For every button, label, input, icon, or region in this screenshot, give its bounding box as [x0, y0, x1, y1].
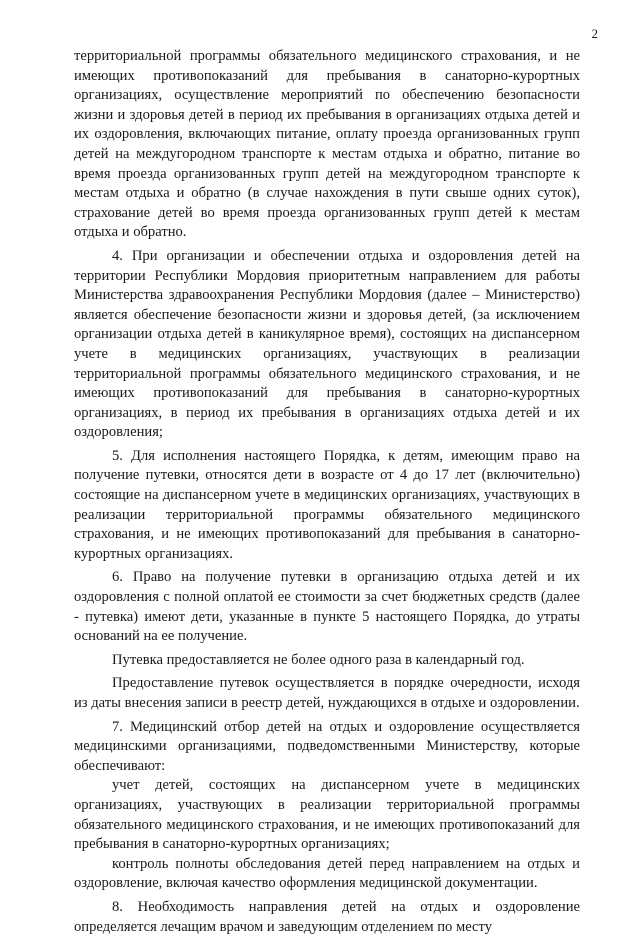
paragraph-item-7: 7. Медицинский отбор детей на отдых и оздоровление осуществляется медицинскими организациями, подведомственными Министерству, которые обеспечивают: [74, 718, 580, 774]
paragraph-voucher-limit: Путевка предоставляется не более одного раза в календарный год. [112, 651, 525, 668]
paragraph-continuation: территориальной программы обязательного медицинского страхования, и не имеющих противопоказаний для пребывания в санаторно-курортных организациях, осуществление мероприятий по обеспечению безопасности жизни и здоровья детей в период их пребывания в организациях отдыха детей и их оздоровления, включающих питание, оплату проезда организованных групп детей на междугородном транспорте к местам отдыха и обратно, питание во время проезда организованных групп детей на междугородном транспорте к местам отдыха и обратно (в случае нахождения в пути свыше одних суток), страхование детей во время проезда организованных групп детей к местам отдыха и обратно. [74, 48, 580, 241]
paragraph-item-4: 4. При организации и обеспечении отдыха и оздоровления детей на территории Республики Мордовия приоритетным направлением для работы Министерства здравоохранения Республики Мордовия (далее – Министерство) является обеспечение безопасности жизни и здоровья детей, (за исключением организации отдыха детей в каникулярное время), состоящих на диспансерном учете в медицинских организациях, участвующих в реализации территориальной программы обязательного медицинского страхования, и не имеющих противопоказаний для пребывания в санаторно-курортных организациях, в период их пребывания в организациях отдыха детей и их оздоровления; [74, 247, 580, 441]
document-body [74, 47, 580, 937]
page-number: 2 [591, 26, 598, 41]
paragraph-item-6: 6. Право на получение путевки в организацию отдыха детей и их оздоровления с полной оплатой ее стоимости за счет бюджетных средств (далее - путевка) имеют дети, указанные в пункте 5 настоящего Порядка, до утраты оснований на ее получение. [74, 569, 580, 645]
paragraph-examination-control: контроль полноты обследования детей перед направлением на отдых и оздоровление, включая качество оформления медицинской документации. [74, 855, 580, 892]
paragraph-voucher-order: Предоставление путевок осуществляется в порядке очередности, исходя из даты внесения записи в реестр детей, нуждающихся в отдыхе и оздоровлении. [74, 675, 580, 711]
paragraph-item-5: 5. Для исполнения настоящего Порядка, к детям, имеющим право на получение путевки, относятся дети в возрасте от 4 до 17 лет (включительно) состоящие на диспансерном учете в медицинских организациях, участвующих в реализации территориальной программы обязательного медицинского страхования, и не имеющих противопоказаний для пребывания в санаторно-курортных организациях. [74, 447, 580, 562]
paragraph-item-8: 8. Необходимость направления детей на отдых и оздоровление определяется лечащим врачом и заведующим отделением по месту [74, 898, 580, 935]
paragraph-registration: учет детей, состоящих на диспансерном учете в медицинских организациях, участвующих в реализации территориальной программы обязательного медицинского страхования, и не имеющих противопоказаний для пребывания в санаторно-курортных организациях; [74, 777, 580, 853]
